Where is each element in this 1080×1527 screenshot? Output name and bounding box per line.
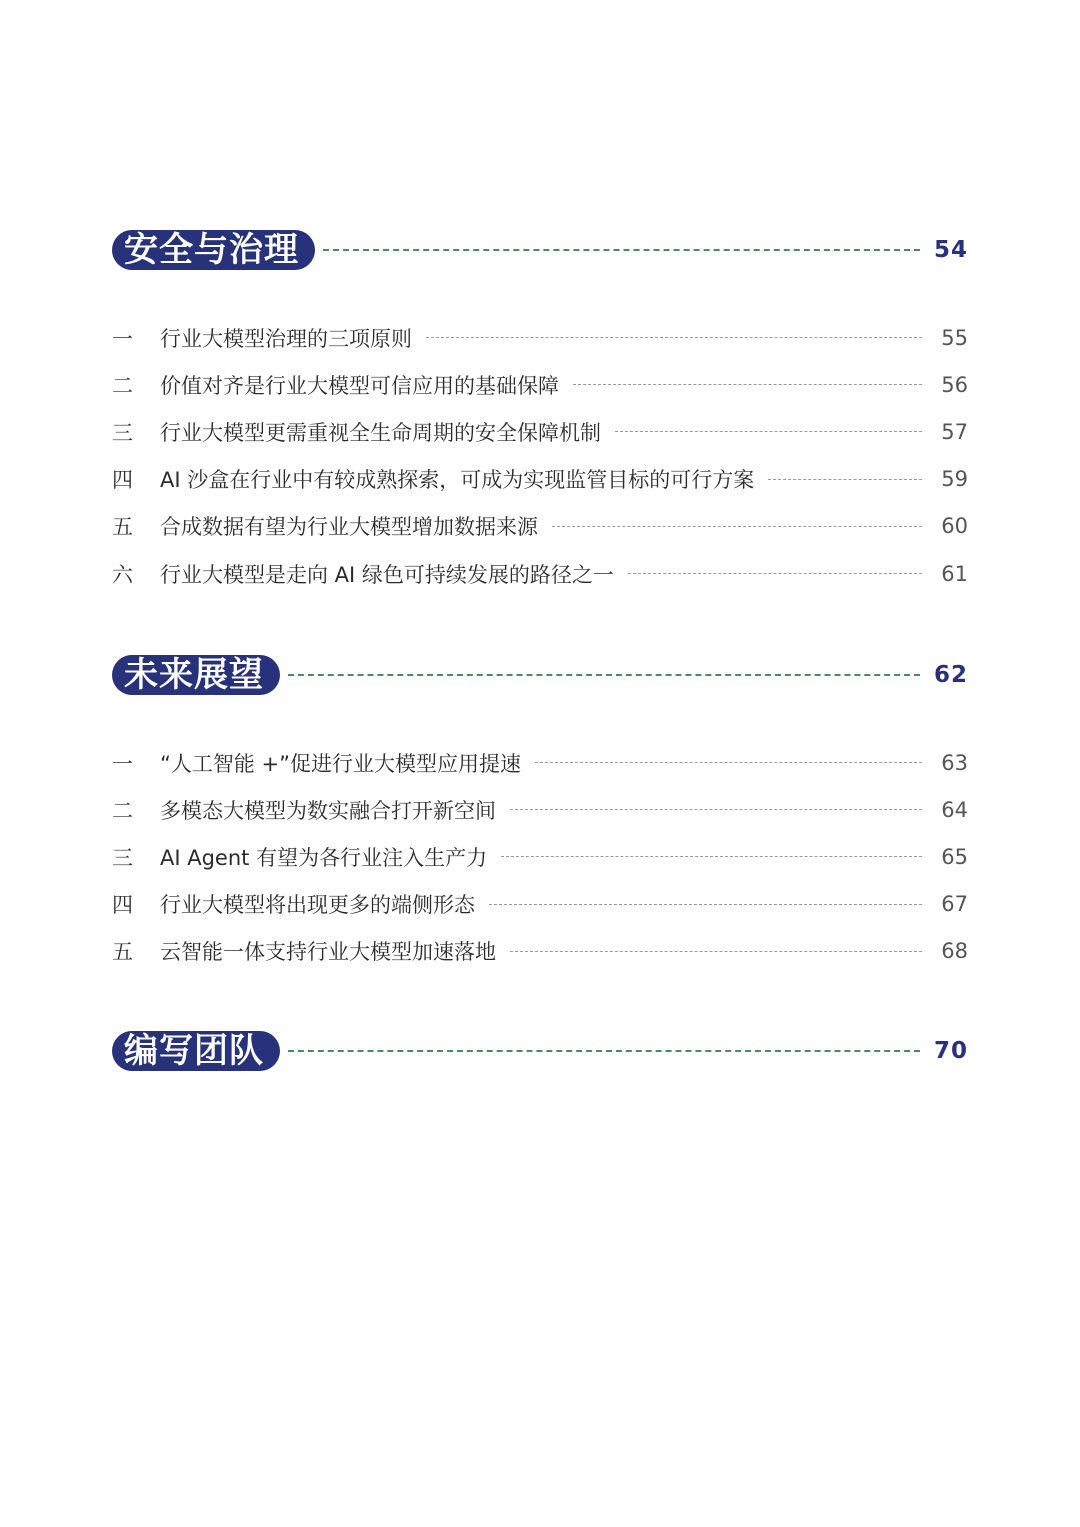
entry-page-number: 68 xyxy=(941,939,968,964)
entry-number: 五 xyxy=(112,940,133,965)
dotted-leader xyxy=(510,951,922,952)
section-page-number: 70 xyxy=(933,1038,968,1064)
entry-title: 行业大模型更需重视全生命周期的安全保障机制 xyxy=(160,420,601,445)
entry-number: 四 xyxy=(112,893,133,918)
entry-page-number: 60 xyxy=(941,514,968,539)
entry-title: AI Agent 有望为各行业注入生产力 xyxy=(160,845,488,870)
dotted-leader xyxy=(535,762,922,763)
dotted-leader xyxy=(768,479,922,480)
entry-title: 行业大模型是走向 AI 绿色可持续发展的路径之一 xyxy=(160,562,614,587)
dotted-leader xyxy=(573,384,922,385)
toc-entry[interactable] xyxy=(112,408,968,455)
entry-title: 价值对齐是行业大模型可信应用的基础保障 xyxy=(160,373,559,398)
entry-number: 三 xyxy=(112,845,133,870)
section-page-number: 62 xyxy=(933,662,968,688)
toc-entry[interactable] xyxy=(112,739,968,786)
toc-section-outlook xyxy=(112,655,968,965)
section-header[interactable] xyxy=(112,655,968,695)
entry-page-number: 56 xyxy=(941,372,968,397)
entry-title: “人工智能 +”促进行业大模型应用提速 xyxy=(160,751,522,776)
toc-section-safety-governance xyxy=(112,230,968,587)
section-header[interactable] xyxy=(112,230,968,270)
section-title: 未来展望 xyxy=(112,655,280,695)
dotted-leader xyxy=(552,526,922,527)
entry-number: 二 xyxy=(112,798,133,823)
toc-entry[interactable] xyxy=(112,456,968,503)
entry-list xyxy=(112,739,968,975)
entry-number: 二 xyxy=(112,373,133,398)
dotted-leader xyxy=(501,856,922,857)
entry-page-number: 57 xyxy=(941,419,968,444)
entry-title: 云智能一体支持行业大模型加速落地 xyxy=(160,940,496,965)
entry-number: 五 xyxy=(112,515,133,540)
entry-number: 三 xyxy=(112,420,133,445)
toc-entry[interactable] xyxy=(112,881,968,928)
entry-title: 行业大模型治理的三项原则 xyxy=(160,326,412,351)
entry-number: 一 xyxy=(112,751,133,776)
entry-title: AI 沙盒在行业中有较成熟探索，可成为实现监管目标的可行方案 xyxy=(160,468,755,493)
dotted-leader xyxy=(323,249,920,251)
entry-number: 一 xyxy=(112,326,133,351)
dotted-leader xyxy=(628,573,922,574)
entry-list xyxy=(112,314,968,597)
toc-entry[interactable] xyxy=(112,833,968,880)
entry-page-number: 64 xyxy=(941,797,968,822)
section-title: 编写团队 xyxy=(112,1031,280,1071)
dotted-leader xyxy=(288,1050,920,1052)
dotted-leader xyxy=(510,809,922,810)
toc-section-writing-team xyxy=(112,1031,968,1071)
entry-page-number: 67 xyxy=(941,892,968,917)
section-header[interactable] xyxy=(112,1031,968,1071)
toc-entry[interactable] xyxy=(112,361,968,408)
entry-title: 合成数据有望为行业大模型增加数据来源 xyxy=(160,515,538,540)
entry-page-number: 63 xyxy=(941,750,968,775)
entry-page-number: 55 xyxy=(941,325,968,350)
dotted-leader xyxy=(426,337,922,338)
toc-entry[interactable] xyxy=(112,503,968,550)
entry-title: 多模态大模型为数实融合打开新空间 xyxy=(160,798,496,823)
dotted-leader xyxy=(489,904,922,905)
toc-entry[interactable] xyxy=(112,928,968,975)
section-page-number: 54 xyxy=(933,237,968,263)
toc-entry[interactable] xyxy=(112,314,968,361)
dotted-leader xyxy=(615,431,922,432)
toc-entry[interactable] xyxy=(112,550,968,597)
dotted-leader xyxy=(288,674,920,676)
entry-title: 行业大模型将出现更多的端侧形态 xyxy=(160,893,475,918)
entry-page-number: 65 xyxy=(941,844,968,869)
entry-number: 四 xyxy=(112,468,133,493)
entry-number: 六 xyxy=(112,562,133,587)
section-title: 安全与治理 xyxy=(112,230,315,270)
entry-page-number: 61 xyxy=(941,561,968,586)
entry-page-number: 59 xyxy=(941,467,968,492)
toc-entry[interactable] xyxy=(112,786,968,833)
